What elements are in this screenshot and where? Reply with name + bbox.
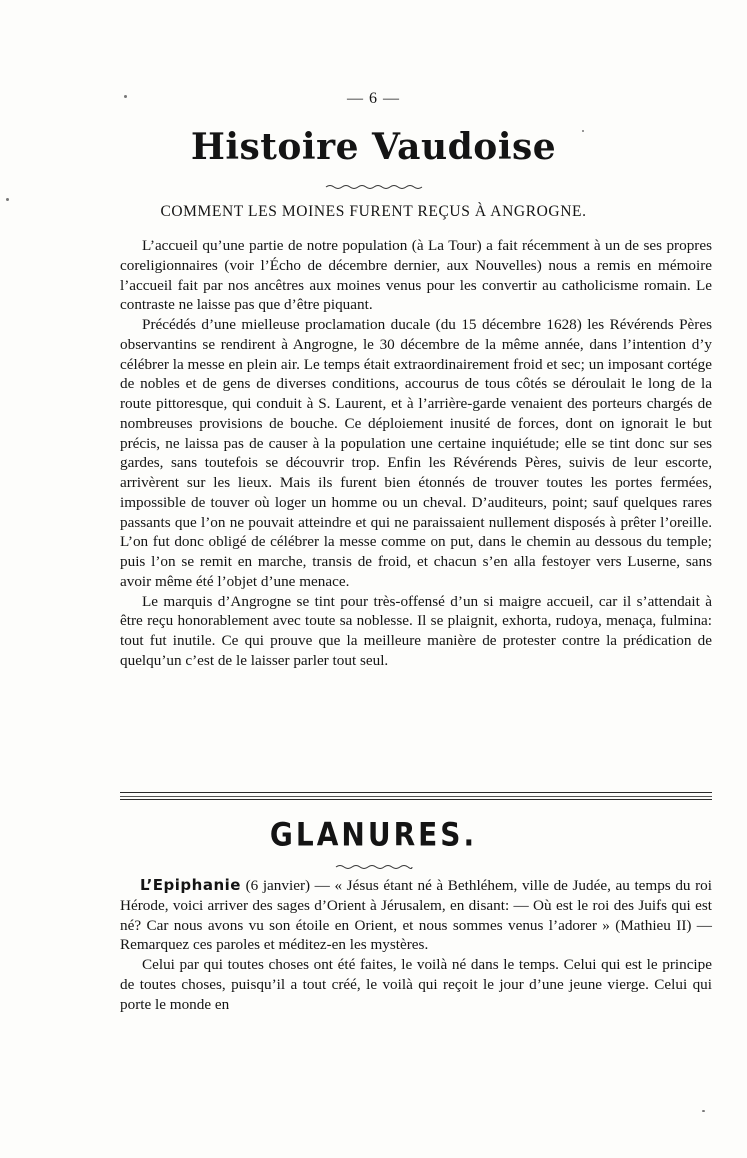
epiphanie-text: (6 janvier) — « Jésus étant né à Bethléhem, ville de Judée, au temps du roi Hérode, voici arriver des sages d’Orient à Jérusalem, en disant: — Où est le roi des Juifs qui est né? Car nous avons vu son étoile en Orient, et nous sommes venus l’adorer » (Mathieu II) — Remarquez ces paroles et méditez-en les mystères. bbox=[120, 877, 712, 954]
epiphanie-lead-in: L’Epiphanie bbox=[140, 876, 241, 894]
paper-speck bbox=[6, 198, 9, 201]
paper-speck bbox=[582, 130, 584, 132]
title-flourish-ornament bbox=[0, 178, 747, 196]
glanures-title: GLANURES. bbox=[269, 815, 478, 854]
article-subtitle: COMMENT LES MOINES FURENT REÇUS À ANGROGNE. bbox=[160, 203, 587, 220]
paragraph: Le marquis d’Angrogne se tint pour très-offensé d’un si maigre accueil, car il s’attendait à être reçu honorablement avec toute sa noblesse. Il se plaignit, exhorta, rudoya, menaça, fulmina: tout fut inutile. Ce qui prouve que la meilleure manière de protester contre la prédication de quelqu’un c’est de le laisser parler tout seul. bbox=[120, 592, 712, 669]
paper-speck bbox=[124, 95, 127, 98]
paper-speck bbox=[702, 1110, 705, 1112]
paragraph: Celui par qui toutes choses ont été faites, le voilà né dans le temps. Celui qui est le principe de toutes choses, puisqu’il a tout créé, le voilà qui reçoit le jour d’une jeune vierge. Celui qui porte le monde en bbox=[120, 956, 712, 1013]
paragraph: L’accueil qu’une partie de notre population (à La Tour) a fait récemment à un de ses propres coreligionnaires (voir l’Écho de décembre dernier, aux Nouvelles) nous a remis en mémoire l’accueil fait par nos ancêtres aux moines venus pour les convertir au catholicisme romain. Le contraste ne laisse pas que d’être piquant. bbox=[120, 237, 712, 314]
page-number: — 6 — bbox=[347, 90, 400, 107]
section-divider-rule bbox=[120, 792, 712, 802]
glanures-flourish-ornament bbox=[0, 858, 747, 876]
section-title: Histoire Vaudoise bbox=[190, 126, 557, 168]
paragraph: Précédés d’une mielleuse proclamation ducale (du 15 décembre 1628) les Révérends Pères observantins se rendirent à Angrogne, le 30 décembre de la même année, dans l’intention d’y célébrer la messe en plein air. Le temps était extraordinairement froid et sec; un imposant cortége de nobles et de gens de diverses conditions, accourus de tous côtés se déroulait le long de la route pittoresque, qui conduit à S. Laurent, et à l’arrière-garde venaient des porteurs chargés de nombreuses provisions de bouche. Ce déploiement inusité de forces, dont on ignorait le but précis, ne laissa pas de causer à la population une certaine inquiétude; elle se tint donc sur ses gardes, sans toutefois se découvrir trop. Enfin les Révérends Pères, suivis de leur escorte, arrivèrent sur les lieux. Mais ils furent bien étonnés de trouver toutes les portes fermées, impossible de touver où loger un homme ou un cheval. D’auditeurs, point; sauf quelques rares passants que l’on ne pouvait atteindre et qui ne paraissaient nullement disposés à prêter l’oreille. L’on fut donc obligé de célébrer la messe comme on put, dans le chemin au dessous du temple; puis l’on se remit en marche, transis de froid, et chacun s’en alla festoyer vers Luserne, sans avoir même été l’objet d’une menace. bbox=[120, 316, 712, 590]
glanures-body bbox=[120, 876, 712, 1014]
paragraph bbox=[120, 876, 712, 955]
histoire-article-body bbox=[120, 236, 712, 671]
